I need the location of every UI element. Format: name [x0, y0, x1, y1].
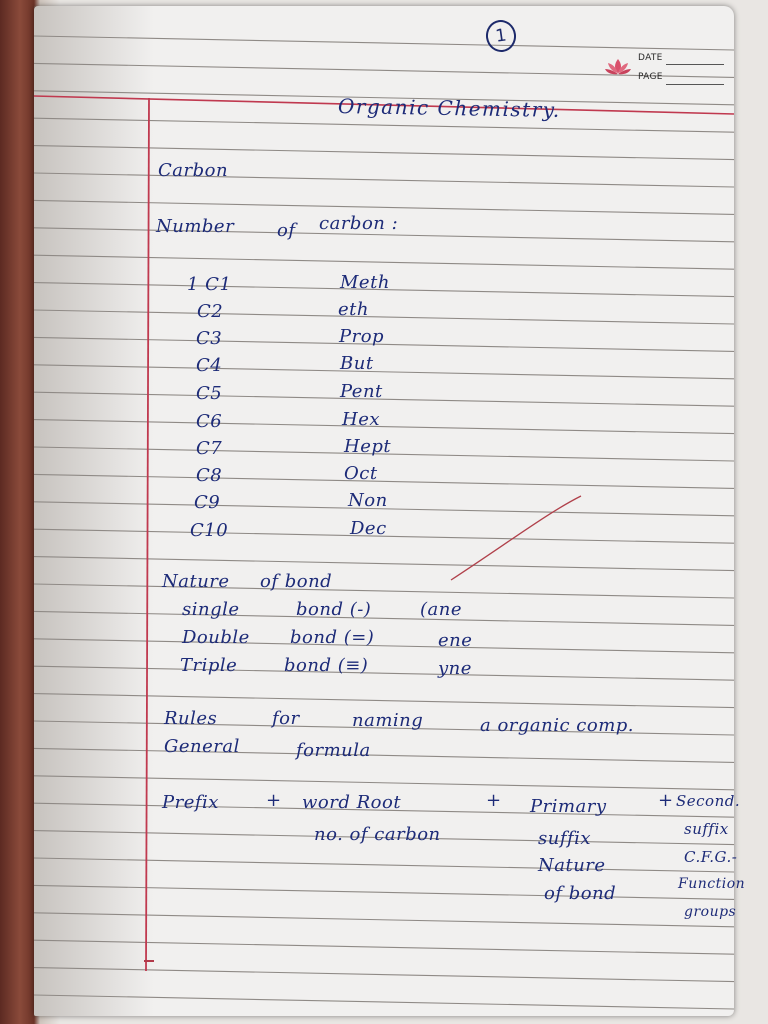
rule-line [34, 611, 734, 625]
bond-suffix: (ane [420, 599, 462, 620]
number-of-carbon-word1: Number [156, 216, 235, 237]
formula-plus: + [658, 790, 674, 811]
carbon-count: C7 [196, 438, 223, 459]
carbon-root: Meth [340, 272, 390, 293]
rules-word1: Rules [164, 708, 218, 729]
formula-of-bond: of bond [544, 883, 617, 904]
carbon-root: eth [338, 299, 369, 320]
formula-plus: + [486, 790, 502, 811]
formula-suffix-primary: suffix [538, 828, 592, 849]
rule-line [34, 913, 734, 927]
rule-line [34, 392, 734, 406]
rule-line [34, 940, 734, 954]
page-number-circle: 1 [484, 18, 518, 54]
rule-line [34, 639, 734, 653]
bond-symbol: bond (≡) [284, 655, 369, 676]
rule-line [34, 858, 734, 872]
formula-cfg: C.F.G.- [684, 848, 738, 866]
rule-line [34, 995, 734, 1009]
formula-suffix-secondary: suffix [684, 820, 729, 838]
bond-symbol: bond (-) [296, 599, 372, 620]
rules-word2: for [272, 708, 300, 729]
rule-line [34, 420, 734, 434]
carbon-count: C3 [196, 328, 223, 349]
rule-line [34, 557, 734, 571]
bond-symbol: bond (=) [290, 627, 375, 648]
date-label: DATE [638, 53, 663, 63]
rule-line [34, 885, 734, 899]
carbon-root: Non [348, 490, 388, 511]
page-title: Organic Chemistry. [337, 94, 561, 122]
formula-no-of-carbon: no. of carbon [314, 824, 441, 845]
formula-prefix: Prefix [162, 792, 219, 813]
rules-word4: a organic comp. [480, 715, 635, 736]
carbon-count: C4 [196, 355, 223, 376]
nature-of-bond-heading-word2: of bond [260, 571, 333, 592]
lotus-icon [604, 56, 632, 78]
date-line [666, 64, 724, 65]
carbon-count: C2 [197, 301, 224, 322]
ruled-lines [34, 6, 737, 1016]
carbon-root: Prop [339, 326, 385, 347]
bond-type: single [182, 599, 240, 620]
carbon-root: Oct [344, 463, 378, 484]
carbon-root: Dec [350, 518, 387, 539]
notebook-page [34, 6, 746, 1016]
rule-line [34, 365, 734, 379]
formula-function: Function [678, 876, 746, 892]
general-word1: General [164, 736, 240, 757]
nature-of-bond-heading-word1: Nature [162, 571, 230, 592]
carbon-count: C9 [194, 492, 221, 513]
rule-line [34, 118, 734, 132]
rule-line [34, 310, 734, 324]
rule-line [34, 173, 734, 187]
rule-line [34, 584, 734, 598]
page-line [666, 84, 724, 85]
carbon-count: C10 [190, 520, 229, 541]
carbon-count: 1 C1 [187, 274, 232, 295]
bond-suffix: yne [438, 658, 472, 679]
pen-stroke-mark [449, 494, 589, 584]
rule-line [34, 776, 734, 790]
rule-line [34, 666, 734, 680]
carbon-count: C6 [196, 411, 223, 432]
bond-type: Double [182, 627, 250, 648]
rule-line [34, 146, 734, 160]
margin-tick [144, 960, 154, 962]
formula-groups: groups [684, 904, 737, 920]
left-margin-line [146, 98, 149, 971]
formula-secondary: Second. [676, 792, 741, 810]
heading-carbon: Carbon [158, 160, 229, 181]
carbon-root: Hept [344, 436, 392, 457]
formula-primary: Primary [530, 796, 607, 817]
rule-line [34, 968, 734, 982]
carbon-root: Pent [340, 381, 383, 402]
carbon-root: But [340, 353, 374, 374]
carbon-count: C8 [196, 465, 223, 486]
date-page-header [594, 48, 734, 98]
formula-word-root: word Root [302, 792, 402, 813]
carbon-count: C5 [196, 383, 223, 404]
formula-plus: + [266, 790, 282, 811]
formula-nature: Nature [538, 855, 606, 876]
rule-line [34, 694, 734, 708]
number-of-carbon-word3: carbon : [319, 213, 399, 234]
bond-suffix: ene [438, 630, 473, 651]
rule-line [34, 255, 734, 269]
rule-line [34, 748, 734, 762]
rule-line [34, 474, 734, 488]
number-of-carbon-word2: of [277, 220, 296, 241]
carbon-root: Hex [342, 409, 381, 430]
bond-type: Triple [180, 655, 238, 676]
rules-word3: naming [352, 710, 424, 731]
general-word2: formula [296, 740, 371, 761]
page-label: PAGE [638, 72, 663, 82]
